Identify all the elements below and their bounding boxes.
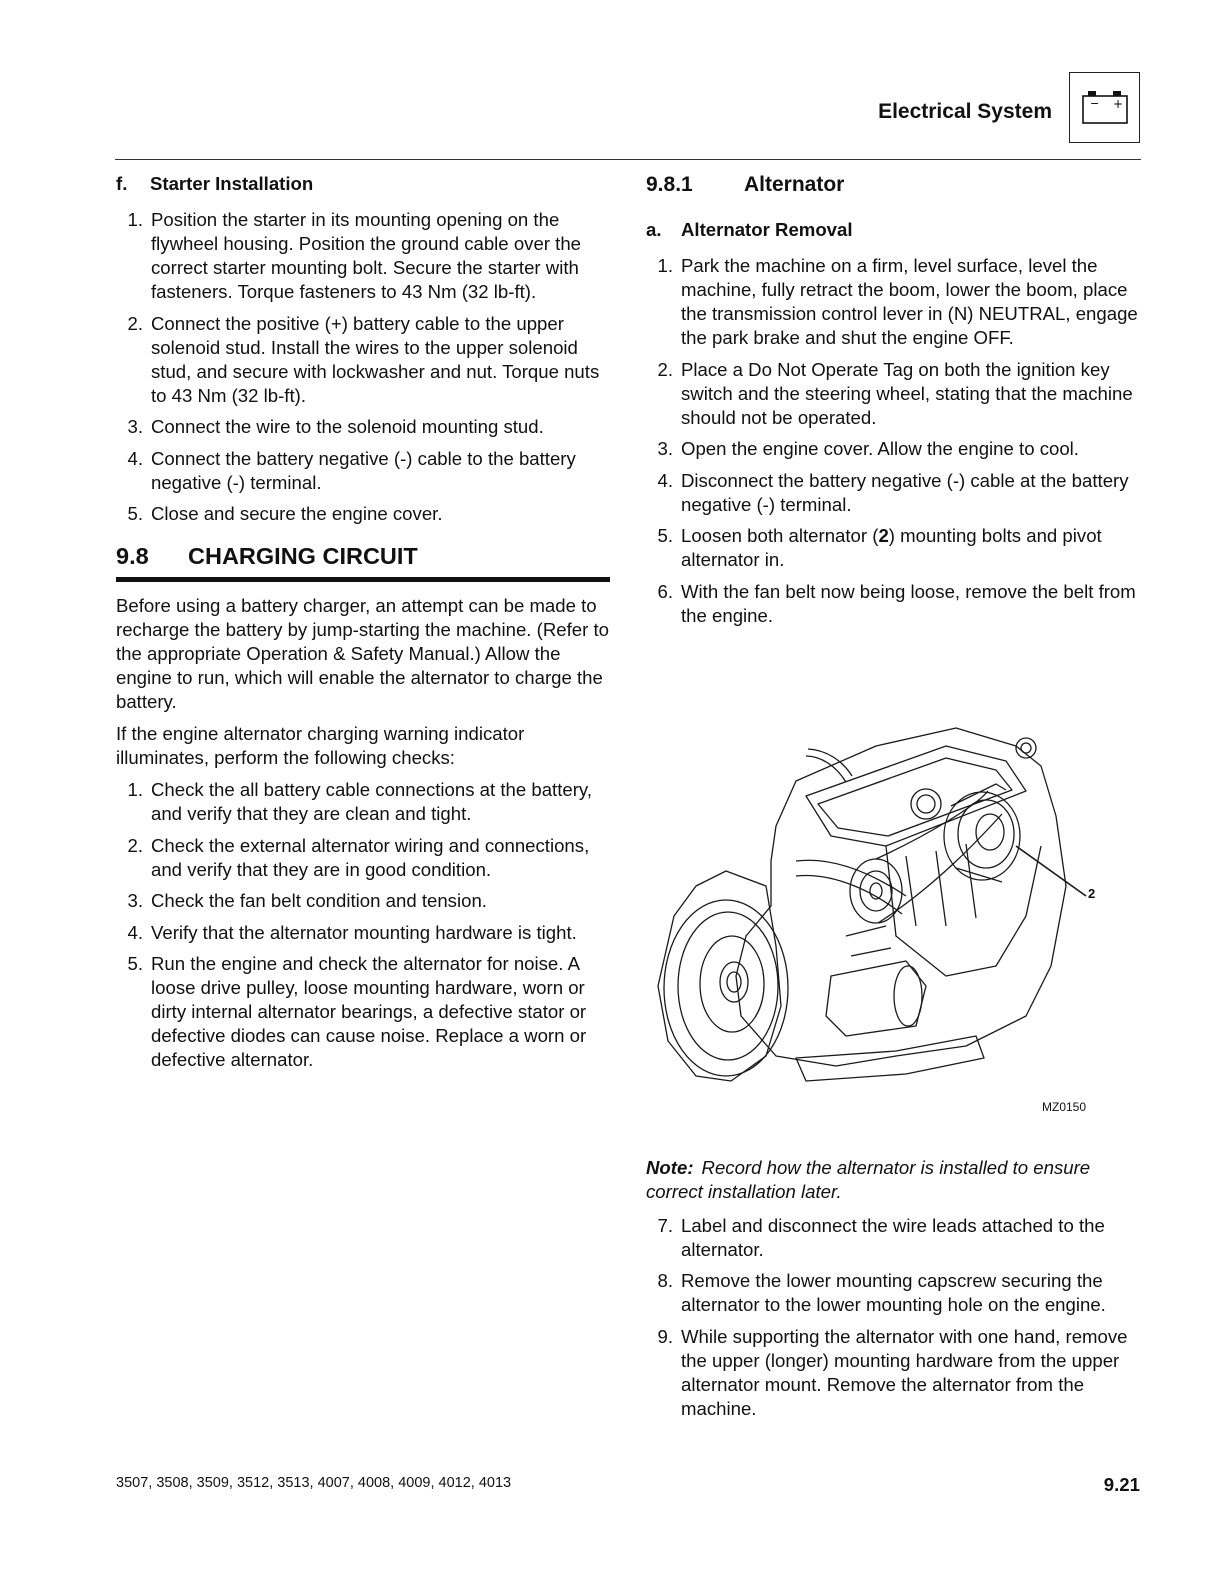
list-item bbox=[116, 312, 610, 408]
step-text: Verify that the alternator mounting hardware is tight. bbox=[151, 921, 577, 943]
battery-plus-sign: + bbox=[1113, 97, 1124, 111]
step-text: Connect the positive (+) battery cable to the upper solenoid stud. Install the wires to the upper solenoid stud, and secure with lockwasher and nut. Torque nuts to 43 Nm (32 lb-ft). bbox=[151, 312, 600, 406]
step-number: 4. bbox=[127, 921, 143, 943]
list-item bbox=[646, 358, 1140, 430]
list-item bbox=[646, 469, 1140, 517]
list-item bbox=[646, 437, 1140, 461]
starter-installation-heading bbox=[116, 172, 610, 196]
step-text: Check the external alternator wiring and connections, and verify that they are in good condition. bbox=[151, 834, 590, 880]
step-number: 4. bbox=[127, 447, 143, 469]
step-text: Close and secure the engine cover. bbox=[151, 503, 443, 524]
step-number: 6. bbox=[657, 580, 673, 602]
list-item bbox=[116, 778, 610, 826]
step-number: 4. bbox=[657, 469, 673, 491]
starter-steps bbox=[116, 208, 610, 526]
step-number: 1. bbox=[657, 255, 673, 276]
step-number: 8. bbox=[657, 1270, 673, 1291]
step-text: Label and disconnect the wire leads attached to the alternator. bbox=[681, 1214, 1105, 1260]
list-item bbox=[116, 921, 610, 945]
header-rule bbox=[115, 159, 1141, 160]
step-text: Place a Do Not Operate Tag on both the ignition key switch and the steering wheel, stating that the machine should not be operated. bbox=[681, 358, 1133, 428]
step-text: Connect the wire to the solenoid mounting stud. bbox=[151, 416, 544, 437]
page-number: 9.21 bbox=[1103, 1474, 1140, 1495]
step-number: 3. bbox=[657, 438, 673, 459]
heading-text: Alternator Removal bbox=[681, 219, 853, 240]
list-item bbox=[646, 1325, 1140, 1421]
list-item bbox=[116, 447, 610, 495]
list-item bbox=[116, 502, 610, 526]
engine-illustration bbox=[646, 686, 1140, 1156]
battery-minus-sign: − bbox=[1090, 97, 1100, 110]
right-column bbox=[646, 172, 1140, 1428]
step-text-end: ) mounting bolts and pivot alternator in. bbox=[681, 525, 1102, 570]
step-number: 9. bbox=[657, 1325, 673, 1347]
heading-letter: f. bbox=[116, 173, 128, 194]
page-header-title: Electrical System bbox=[878, 100, 1052, 123]
alternator-removal-heading bbox=[646, 218, 1140, 242]
step-number: 3. bbox=[127, 416, 143, 437]
step-number: 2. bbox=[127, 312, 143, 334]
list-item bbox=[646, 1214, 1140, 1262]
step-text bbox=[681, 525, 1102, 570]
list-item bbox=[116, 952, 610, 1072]
charging-checks bbox=[116, 778, 610, 1072]
callout-reference: 2 bbox=[878, 525, 889, 546]
step-number: 1. bbox=[127, 209, 143, 230]
figure-callout-2: 2 bbox=[1088, 886, 1096, 901]
step-text: Position the starter in its mounting opening on the flywheel housing. Position the ground cable over the correct starter mounting bolt. Secure the starter with fasteners. Torque fasteners to 43 Nm (32 lb-ft). bbox=[151, 209, 581, 302]
battery-icon bbox=[1069, 72, 1140, 143]
list-item bbox=[646, 1269, 1140, 1317]
step-number: 5. bbox=[657, 525, 673, 546]
note-label: Note: bbox=[646, 1156, 694, 1178]
section-title: CHARGING CIRCUIT bbox=[188, 543, 418, 569]
step-text-start: Loosen both alternator ( bbox=[681, 525, 879, 546]
section-number: 9.8.1 bbox=[646, 173, 693, 196]
step-number: 2. bbox=[127, 834, 143, 856]
charging-lead: If the engine alternator charging warning indicator illuminates, perform the following checks: bbox=[116, 723, 525, 768]
list-item bbox=[646, 524, 1140, 572]
heading-text: Starter Installation bbox=[150, 173, 314, 194]
list-item bbox=[116, 889, 610, 913]
note-text: Record how the alternator is installed to ensure correct installation later. bbox=[646, 1156, 1091, 1202]
step-number: 2. bbox=[657, 358, 673, 380]
step-text: Park the machine on a firm, level surface, level the machine, fully retract the boom, lower the boom, place the transmission control lever in (N) NEUTRAL, engage the park brake and shut the engine OFF. bbox=[681, 255, 1138, 348]
step-number: 3. bbox=[127, 890, 143, 911]
step-text: With the fan belt now being loose, remove the belt from the engine. bbox=[681, 580, 1136, 626]
list-item bbox=[116, 208, 610, 304]
step-text: Check the all battery cable connections at the battery, and verify that they are clean and tight. bbox=[151, 779, 592, 824]
step-number: 7. bbox=[657, 1214, 673, 1236]
step-text: Connect the battery negative (-) cable to the battery negative (-) terminal. bbox=[151, 447, 576, 493]
removal-steps-part-2 bbox=[646, 1214, 1140, 1421]
step-text: Open the engine cover. Allow the engine to cool. bbox=[681, 438, 1079, 459]
step-number: 5. bbox=[127, 953, 143, 974]
charging-circuit-heading bbox=[116, 541, 610, 582]
charging-intro: Before using a battery charger, an attempt can be made to recharge the battery by jump-starting the machine. (Refer to the appropriate Operation & Safety Manual.) Allow the engine to run, which will enable the alternator to charge the battery. bbox=[116, 595, 609, 712]
step-text: Run the engine and check the alternator for noise. A loose drive pulley, loose mounting hardware, worn or dirty internal alternator bearings, a defective stator or defective diodes can cause noise. Replace a worn or defective alternator. bbox=[151, 953, 587, 1070]
list-item bbox=[646, 254, 1140, 350]
left-column bbox=[116, 172, 610, 1080]
figure-id: MZ0150 bbox=[1042, 1100, 1087, 1114]
section-title: Alternator bbox=[744, 173, 845, 196]
alternator-heading bbox=[646, 172, 1140, 198]
engine-figure bbox=[646, 686, 1140, 1156]
list-item bbox=[646, 580, 1140, 628]
list-item bbox=[116, 415, 610, 439]
note bbox=[646, 1156, 1140, 1204]
step-number: 1. bbox=[127, 779, 143, 800]
list-item bbox=[116, 834, 610, 882]
section-number: 9.8 bbox=[116, 543, 149, 569]
step-text: Remove the lower mounting capscrew securing the alternator to the lower mounting hole on the engine. bbox=[681, 1270, 1106, 1315]
removal-steps-part-1 bbox=[646, 254, 1140, 628]
footer-model-numbers: 3507, 3508, 3509, 3512, 3513, 4007, 4008, 4009, 4012, 4013 bbox=[116, 1475, 512, 1491]
step-text: Disconnect the battery negative (-) cable at the battery negative (-) terminal. bbox=[681, 469, 1129, 515]
step-number: 5. bbox=[127, 503, 143, 524]
step-text: Check the fan belt condition and tension. bbox=[151, 890, 487, 911]
step-text: While supporting the alternator with one hand, remove the upper (longer) mounting hardware from the upper alternator mount. Remove the alternator from the machine. bbox=[681, 1325, 1128, 1419]
heading-letter: a. bbox=[646, 219, 662, 240]
